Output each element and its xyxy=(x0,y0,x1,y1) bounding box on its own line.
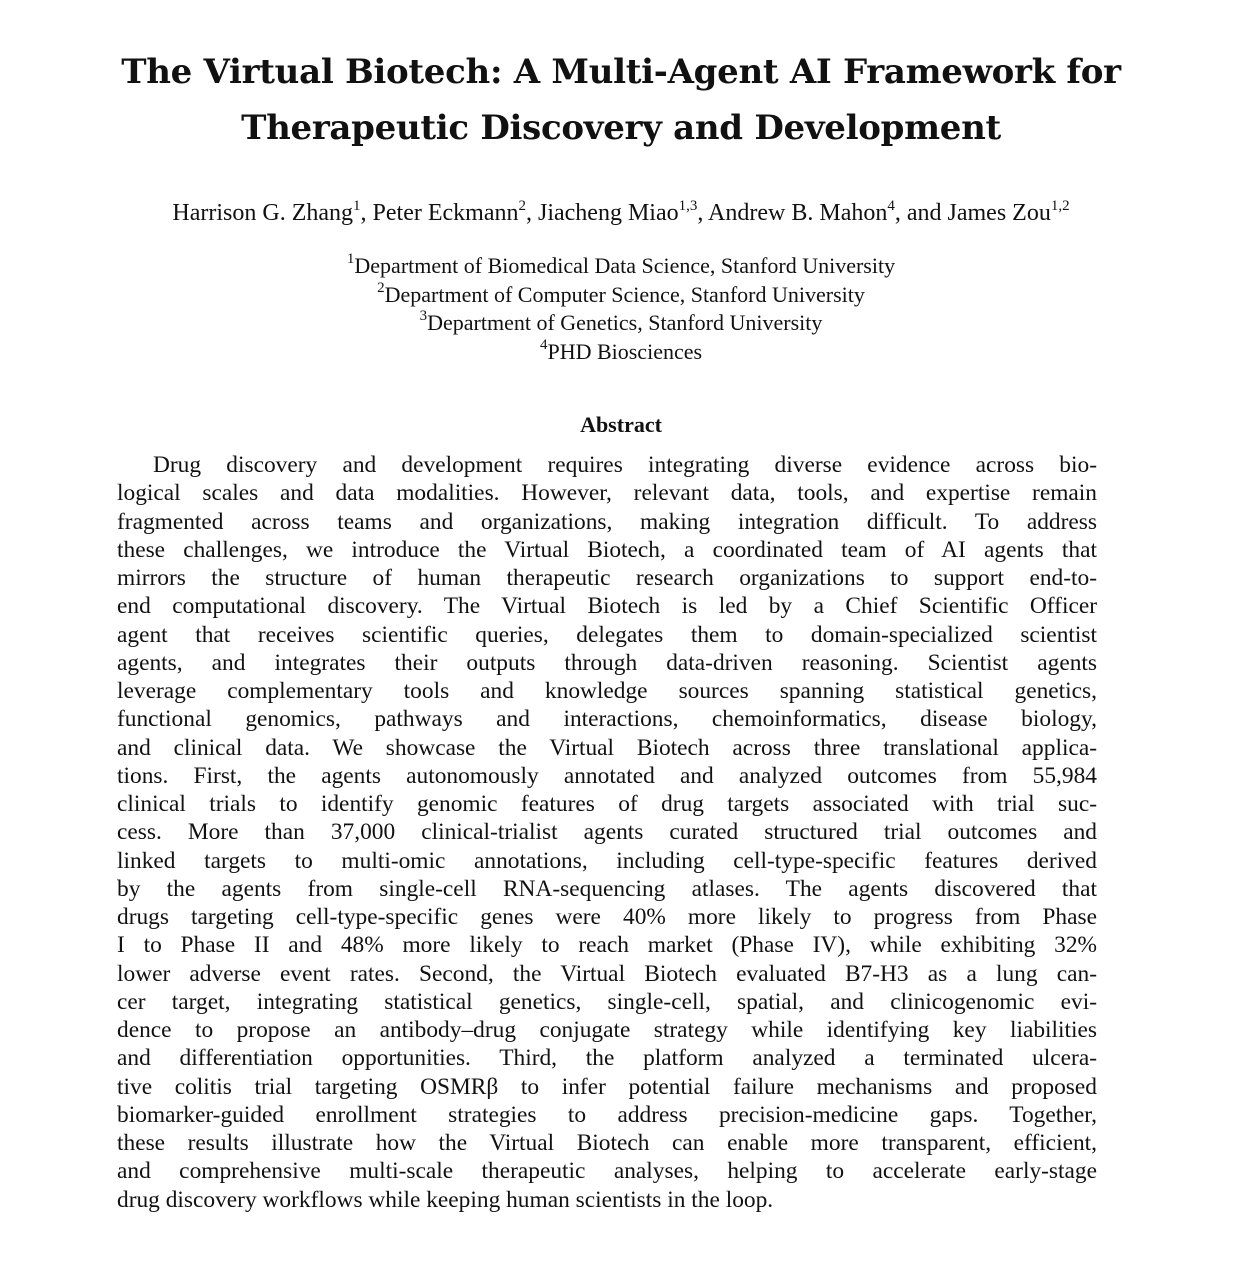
abstract-line: agent that receives scientific queries, delegates them to domain-specialized scientist xyxy=(117,621,1097,648)
abstract-line: these results illustrate how the Virtual Biotech can enable more transparent, efficient, xyxy=(117,1130,1097,1156)
abstract-body xyxy=(117,451,1097,1214)
abstract-line: by the agents from single-cell RNA-sequencing atlases. The agents discovered that xyxy=(117,875,1097,902)
abstract-line: and differentiation opportunities. Third, the platform analyzed a terminated ulcera- xyxy=(117,1045,1097,1072)
affiliation-item xyxy=(120,338,1122,367)
affiliation-text: Department of Genetics, Stanford University xyxy=(427,310,823,335)
author-separator: , xyxy=(360,200,373,226)
abstract-line: clinical trials to identify genomic features of drug targets associated with trial suc- xyxy=(117,791,1097,817)
title-line-1: The Virtual Biotech: A Multi-Agent AI Framework for xyxy=(121,52,1121,92)
affiliation-list xyxy=(120,252,1122,366)
affiliation-number: 3 xyxy=(419,308,428,324)
author-name: James Zou xyxy=(947,200,1051,226)
abstract-line: Drug discovery and development requires integrating diverse evidence across bio- xyxy=(153,452,1097,478)
abstract-line: agents, and integrates their outputs through data-driven reasoning. Scientist agents xyxy=(117,649,1097,676)
author-name: Peter Eckmann xyxy=(372,200,519,226)
affiliation-item xyxy=(120,309,1122,338)
abstract-line: drugs targeting cell-type-specific genes were 40% more likely to progress from Phase xyxy=(117,904,1097,930)
author-separator: , and xyxy=(894,200,948,226)
paper-title xyxy=(60,44,1182,156)
abstract-line: end computational discovery. The Virtual Biotech is led by a Chief Scientific Officer xyxy=(117,593,1097,620)
abstract-line: tive colitis trial targeting OSMRβ to infer potential failure mechanisms and proposed xyxy=(117,1073,1097,1100)
title-line-2: Therapeutic Discovery and Development xyxy=(241,108,1001,148)
affiliation-text: PHD Biosciences xyxy=(547,338,703,364)
abstract-line: dence to propose an antibody–drug conjugate strategy while identifying key liabilities xyxy=(117,1017,1097,1043)
author-affil-mark: 2 xyxy=(518,198,526,214)
abstract-line: mirrors the structure of human therapeutic research organizations to support end-to- xyxy=(117,565,1097,591)
abstract-line: and clinical data. We showcase the Virtual Biotech across three translational applica- xyxy=(117,734,1097,761)
author-affil-mark: 1,3 xyxy=(678,198,698,214)
affiliation-text: Department of Biomedical Data Science, Stanford University xyxy=(354,253,896,278)
author-list xyxy=(30,196,1212,230)
author-affil-mark: 1,2 xyxy=(1050,198,1070,214)
author-affil-mark: 1 xyxy=(353,198,361,214)
affiliation-text: Department of Computer Science, Stanford University xyxy=(384,281,865,307)
abstract-line: and comprehensive multi-scale therapeutic analyses, helping to accelerate early-stage xyxy=(117,1158,1097,1185)
affiliation-number: 2 xyxy=(377,279,385,296)
abstract-heading: Abstract xyxy=(580,412,662,437)
author-name: Andrew B. Mahon xyxy=(708,200,888,226)
abstract-line: linked targets to multi-omic annotations, including cell-type-specific features derived xyxy=(117,847,1097,874)
abstract-line: these challenges, we introduce the Virtual Biotech, a coordinated team of AI agents that xyxy=(117,536,1097,563)
author-affil-mark: 4 xyxy=(887,198,895,214)
abstract-line: tions. First, the agents autonomously annotated and analyzed outcomes from 55,984 xyxy=(117,762,1097,789)
abstract-line: lower adverse event rates. Second, the Virtual Biotech evaluated B7-H3 as a lung can- xyxy=(117,960,1097,987)
author-separator: , xyxy=(525,200,538,226)
affiliation-item xyxy=(120,281,1122,310)
abstract-line: fragmented across teams and organizations, making integration difficult. To address xyxy=(117,508,1097,535)
author-separator: , xyxy=(697,200,709,226)
abstract-line: biomarker-guided enrollment strategies to address precision-medicine gaps. Together, xyxy=(117,1101,1097,1128)
abstract-line: functional genomics, pathways and interactions, chemoinformatics, disease biology, xyxy=(117,706,1097,733)
abstract-line: logical scales and data modalities. However, relevant data, tools, and expertise remain xyxy=(117,480,1097,507)
author-name: Jiacheng Miao xyxy=(537,200,679,226)
affiliation-item xyxy=(120,252,1122,281)
author-name: Harrison G. Zhang xyxy=(172,200,354,226)
affiliation-number: 4 xyxy=(539,336,548,353)
abstract-line: I to Phase II and 48% more likely to reach market (Phase IV), while exhibiting 32% xyxy=(117,932,1097,959)
affiliation-number: 1 xyxy=(346,251,355,267)
abstract-line: cer target, integrating statistical genetics, single-cell, spatial, and clinicogenomic evi- xyxy=(117,988,1097,1015)
abstract-line: cess. More than 37,000 clinical-trialist agents curated structured trial outcomes and xyxy=(117,819,1097,846)
abstract-line: leverage complementary tools and knowledge sources spanning statistical genetics, xyxy=(117,678,1097,704)
abstract-line: drug discovery workflows while keeping human scientists in the loop. xyxy=(117,1186,774,1213)
